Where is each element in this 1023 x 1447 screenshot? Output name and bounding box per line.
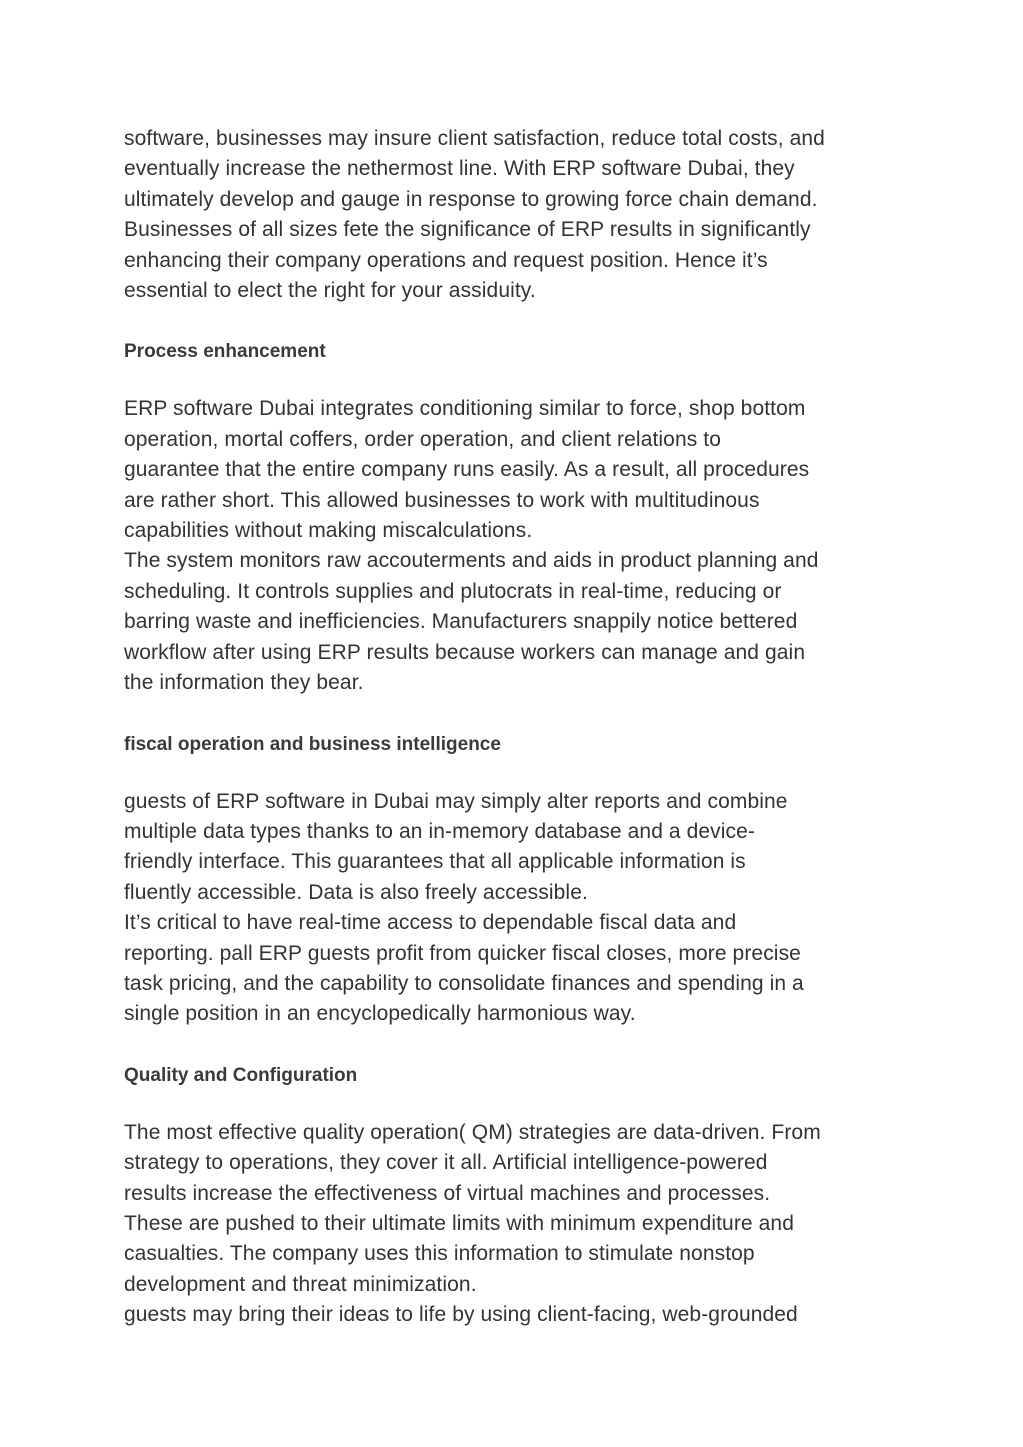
text-line: capabilities without making miscalculations. — [124, 519, 533, 543]
text-line: software, businesses may insure client satisfaction, reduce total costs, and — [124, 127, 825, 150]
text-line: reporting. pall ERP guests profit from quicker fiscal closes, more precise — [124, 941, 801, 965]
text-line: Businesses of all sizes fete the significance of ERP results in significantly — [124, 218, 811, 242]
text-line: ultimately develop and gauge in response to growing force chain demand. — [124, 187, 818, 211]
text-line: guests of ERP software in Dubai may simply alter reports and combine — [124, 789, 788, 813]
text-line: The most effective quality operation( QM) strategies are data-driven. From — [124, 1120, 821, 1144]
text-line: multiple data types thanks to an in-memory database and a device- — [124, 819, 756, 843]
text-line: These are pushed to their ultimate limits with minimum expenditure and — [124, 1211, 794, 1235]
text-line: It’s critical to have real-time access to dependable fiscal data and — [124, 911, 737, 935]
text-line: workflow after using ERP results because workers can manage and gain — [124, 640, 806, 664]
document-page — [124, 124, 914, 1331]
text-line: single position in an encyclopedically harmonious way. — [124, 1002, 636, 1026]
text-line: results increase the effectiveness of virtual machines and processes. — [124, 1181, 771, 1205]
text-line: essential to elect the right for your assiduity. — [124, 279, 536, 303]
text-line: scheduling. It controls supplies and plutocrats in real-time, reducing or — [124, 579, 782, 603]
text-line: operation, mortal coffers, order operation, and client relations to — [124, 427, 721, 451]
text-line: development and threat minimization. — [124, 1272, 477, 1296]
text-line: barring waste and inefficiencies. Manufacturers snappily notice bettered — [124, 610, 798, 634]
text-line: The system monitors raw accouterments and aids in product planning and — [124, 549, 819, 573]
text-line: ERP software Dubai integrates conditioning similar to force, shop bottom — [124, 397, 806, 421]
text-line: task pricing, and the capability to consolidate finances and spending in a — [124, 971, 804, 995]
heading-fiscal-operation: fiscal operation and business intelligence — [124, 733, 501, 755]
paragraph-process-enhancement — [124, 394, 914, 698]
text-line: guarantee that the entire company runs easily. As a result, all procedures — [124, 458, 810, 482]
paragraph-quality-configuration — [124, 1118, 914, 1331]
text-line: are rather short. This allowed businesses to work with multitudinous — [124, 488, 760, 512]
text-line: casualties. The company uses this information to stimulate nonstop — [124, 1242, 755, 1266]
text-line: eventually increase the nethermost line. With ERP software Dubai, they — [124, 157, 795, 181]
text-line: the information they bear. — [124, 671, 364, 695]
text-line: friendly interface. This guarantees that all applicable information is — [124, 850, 746, 874]
heading-quality-configuration: Quality and Configuration — [124, 1064, 358, 1086]
heading-process-enhancement: Process enhancement — [124, 341, 326, 363]
text-line: enhancing their company operations and request position. Hence it’s — [124, 248, 768, 272]
paragraph-intro — [124, 124, 914, 306]
text-line: guests may bring their ideas to life by using client-facing, web-grounded — [124, 1303, 798, 1327]
text-line: strategy to operations, they cover it all. Artificial intelligence-powered — [124, 1151, 768, 1175]
paragraph-fiscal-operation — [124, 787, 914, 1030]
text-line: fluently accessible. Data is also freely accessible. — [124, 880, 588, 904]
